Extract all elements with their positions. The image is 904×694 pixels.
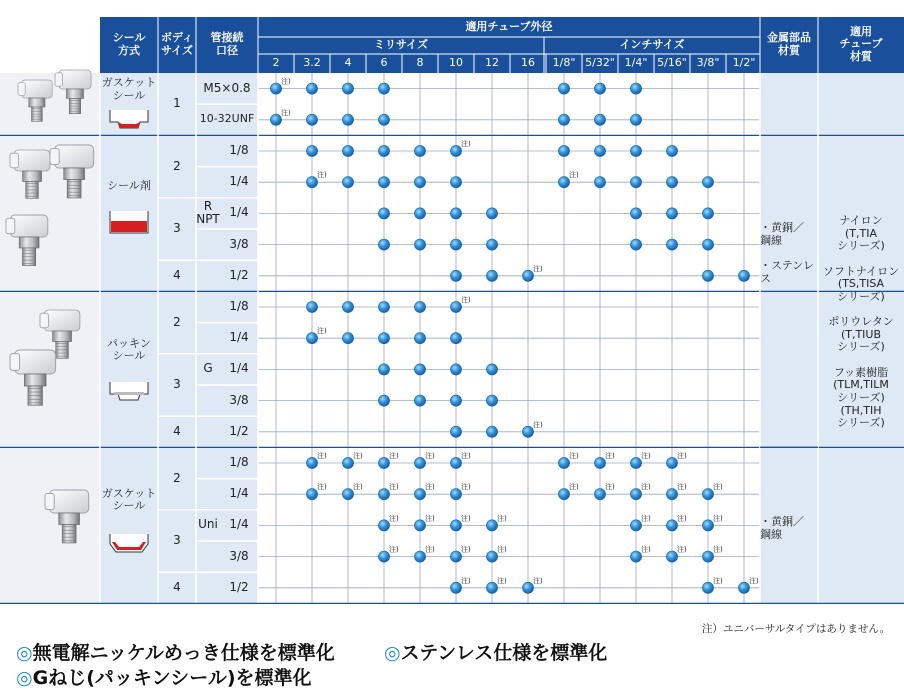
tube-size-label: 8 [416, 56, 424, 70]
port-size-label: 1/2 [229, 579, 249, 594]
bullet-mark: ◎ [16, 642, 33, 664]
availability-dot [702, 582, 713, 593]
note-mark: 注) [497, 576, 507, 585]
note-mark: 注) [713, 576, 723, 585]
availability-dot [342, 145, 353, 156]
availability-dot [306, 489, 317, 500]
body-size-label: 4 [173, 423, 181, 438]
fitting-body [59, 70, 91, 89]
availability-dot [558, 114, 569, 125]
availability-dot [594, 83, 605, 94]
availability-dot [378, 395, 389, 406]
seal-packing [114, 392, 144, 395]
availability-dot [594, 145, 605, 156]
note-mark: 注) [713, 514, 723, 523]
header-tube-od: 適用チューブ外径 [465, 19, 553, 33]
note-mark: 注) [605, 452, 615, 460]
note-mark: 注) [317, 327, 327, 336]
tube-size-label: 1/8" [552, 56, 576, 70]
body-size-label: 4 [173, 267, 181, 282]
tube-size-label: 16 [521, 56, 535, 70]
bullet-electroless-nickel [16, 638, 335, 665]
bullet-mark: ◎ [16, 667, 33, 689]
availability-dot [342, 83, 353, 94]
tube-size-label: 1/4" [624, 56, 648, 70]
availability-dot [414, 333, 425, 344]
body-size-label: 2 [173, 314, 181, 329]
port-size-label: 3/8 [229, 548, 249, 563]
availability-dot [486, 395, 497, 406]
port-size-label: 1/8 [229, 143, 249, 158]
note-mark: 注) [389, 483, 399, 492]
note-mark: 注) [569, 171, 579, 180]
port-size-label: 1/8 [229, 299, 249, 314]
note-mark: 注) [569, 452, 579, 460]
availability-dot [450, 177, 461, 188]
availability-dot [450, 489, 461, 500]
fitting-port [45, 493, 54, 509]
availability-dot [414, 301, 425, 312]
availability-dot [702, 270, 713, 281]
availability-dot [306, 457, 317, 468]
availability-dot [306, 114, 317, 125]
availability-dot [342, 114, 353, 125]
availability-dot [702, 489, 713, 500]
availability-dot [378, 239, 389, 250]
port-size-label: 3/8 [229, 236, 249, 251]
availability-dot [414, 489, 425, 500]
port-size-label: 1/2 [229, 267, 249, 282]
tube-size-label: 6 [380, 56, 388, 70]
availability-dot [630, 177, 641, 188]
availability-dot [630, 83, 641, 94]
note-mark: 注) [677, 514, 687, 523]
availability-dot [450, 551, 461, 562]
thread-type-label: R NPT [196, 198, 220, 227]
availability-dot [450, 301, 461, 312]
note-mark: 注) [497, 545, 507, 554]
availability-dot [378, 114, 389, 125]
fitting-nut [66, 89, 83, 99]
availability-dot [486, 582, 497, 593]
availability-dot [738, 582, 749, 593]
availability-dot [630, 114, 641, 125]
note-mark: 注) [281, 108, 291, 117]
availability-dot [378, 208, 389, 219]
availability-dot [558, 489, 569, 500]
note-mark: 注) [677, 452, 687, 460]
fitting-port [18, 83, 25, 96]
availability-dot [558, 177, 569, 188]
fitting-body [50, 490, 89, 513]
port-size-label: 1/8 [229, 455, 249, 470]
availability-dot [522, 426, 533, 437]
availability-dot [306, 333, 317, 344]
metal-material-lower: ・黄銅／ 鋼線 [760, 515, 804, 541]
availability-dot [450, 239, 461, 250]
availability-dot [342, 333, 353, 344]
fitting-nut [64, 168, 85, 180]
note-mark: 注) [749, 576, 759, 585]
availability-dot [630, 551, 641, 562]
thread-type-label: Uni [198, 517, 218, 532]
availability-dot [522, 582, 533, 593]
fitting-port [10, 153, 18, 168]
body-size-label: 3 [173, 377, 181, 392]
availability-dot [378, 83, 389, 94]
availability-dot [558, 457, 569, 468]
tube-size-label: 3/8" [696, 56, 720, 70]
availability-dot [558, 83, 569, 94]
availability-dot [306, 83, 317, 94]
tube-size-label: 2 [272, 56, 280, 70]
availability-dot [450, 395, 461, 406]
tube-size-label: 1/2" [732, 56, 756, 70]
availability-dot [450, 364, 461, 375]
availability-dot [414, 208, 425, 219]
availability-dot [450, 582, 461, 593]
seal-type-label: パッキン シール [107, 336, 151, 363]
bullet-text: Gねじ(パッキンシール)を標準化 [32, 667, 312, 689]
availability-dot [522, 270, 533, 281]
availability-dot [666, 457, 677, 468]
availability-dot [414, 364, 425, 375]
availability-dot [414, 395, 425, 406]
availability-dot [342, 489, 353, 500]
availability-dot [378, 177, 389, 188]
availability-dot [594, 457, 605, 468]
note-mark: 注) [497, 514, 507, 523]
availability-dot [342, 301, 353, 312]
fitting-body [44, 310, 80, 331]
fitting-body [14, 150, 50, 171]
metal-material-upper: ・黄銅／ 鋼線 ・ステンレス [760, 221, 814, 285]
availability-dot [306, 301, 317, 312]
availability-dot [378, 145, 389, 156]
note-mark: 注) [533, 264, 543, 273]
header-seal-type: シール 方式 [112, 30, 146, 57]
body-size-label: 2 [173, 470, 181, 485]
note-mark: 注) [641, 452, 651, 460]
note-mark: 注) [425, 545, 435, 554]
tube-size-label: 4 [344, 56, 352, 70]
availability-dot [594, 177, 605, 188]
fitting-nut [53, 331, 72, 342]
port-size-label: M5×0.8 [203, 80, 251, 95]
availability-dot [702, 239, 713, 250]
availability-dot [630, 208, 641, 219]
availability-dot [342, 457, 353, 468]
seal-type-label: ガスケット シール [101, 486, 157, 513]
note-mark: 注) [353, 483, 363, 492]
availability-dot [486, 426, 497, 437]
tube-size-label: 10 [449, 56, 463, 70]
note-mark: 注) [389, 545, 399, 554]
note-mark: 注) [353, 452, 363, 460]
availability-dot [450, 270, 461, 281]
header-inch: インチサイズ [619, 38, 685, 52]
availability-dot [702, 520, 713, 531]
note-mark: 注) [533, 420, 543, 429]
availability-dot [486, 520, 497, 531]
port-size-label: 1/4 [229, 517, 249, 532]
body-size-label: 1 [173, 96, 181, 111]
port-size-label: 1/4 [229, 330, 249, 345]
header-metal-material: 金属部品 材質 [767, 30, 811, 57]
availability-dot [450, 208, 461, 219]
availability-dot [666, 520, 677, 531]
seal-compound [111, 221, 147, 232]
fitting-port [40, 313, 48, 328]
availability-dot [378, 520, 389, 531]
availability-dot [666, 489, 677, 500]
header-port-size: 管接続 口径 [210, 30, 244, 57]
availability-dot [450, 426, 461, 437]
fitting-body [15, 350, 56, 374]
fitting-body [22, 80, 53, 98]
note-mark: 注) [605, 483, 615, 492]
tube-material-list: ナイロン (T,TIA シリーズ) ソフトナイロン (TS,TISA シリーズ) ポリウレタン (T,TIUB シリーズ) フッ素樹脂 (TLM,TILM シリーズ) (TH,TIH シリーズ) [822, 214, 900, 430]
bullet-g-thread [16, 663, 312, 690]
bullet-text: 無電解ニッケルめっき仕様を標準化 [32, 642, 335, 664]
availability-dot [378, 489, 389, 500]
availability-dot [630, 489, 641, 500]
port-size-label: 3/8 [229, 392, 249, 407]
port-size-label: 1/4 [229, 205, 249, 220]
note-mark: 注) [317, 171, 327, 180]
note-mark: 注) [677, 545, 687, 554]
availability-dot [666, 208, 677, 219]
availability-dot [486, 239, 497, 250]
availability-dot [414, 551, 425, 562]
seal-icon-gasket-2 [110, 534, 148, 552]
note-mark: 注) [461, 452, 471, 460]
availability-dot [486, 208, 497, 219]
port-size-label: 1/4 [229, 486, 249, 501]
availability-dot [414, 520, 425, 531]
note-mark: 注) [461, 483, 471, 492]
availability-dot [414, 145, 425, 156]
note-mark: 注) [533, 576, 543, 585]
tube-size-label: 12 [485, 56, 499, 70]
availability-dot [270, 83, 281, 94]
fitting-nut [19, 237, 39, 248]
note-mark: 注) [641, 514, 651, 523]
note-mark: 注) [281, 77, 291, 86]
availability-dot [378, 364, 389, 375]
note-mark: 注) [569, 483, 579, 492]
availability-dot [630, 457, 641, 468]
note-mark: 注) [641, 545, 651, 554]
fitting-port [55, 73, 63, 86]
header-tube-material: 適用 チューブ 材質 [839, 24, 883, 63]
availability-dot [666, 239, 677, 250]
bullet-stainless [384, 638, 607, 665]
header-metric: ミリサイズ [374, 38, 428, 52]
availability-dot [378, 551, 389, 562]
note-mark: 注) [713, 483, 723, 492]
availability-dot [270, 114, 281, 125]
availability-dot [558, 145, 569, 156]
fitting-nut [59, 513, 80, 525]
footnote: 注）ユニバーサルタイプはありません。 [701, 623, 890, 635]
seal-type-label: シール剤 [107, 179, 151, 193]
bullet-text: ステンレス仕様を標準化 [400, 642, 608, 664]
note-mark: 注) [425, 452, 435, 460]
header-body-size: ボディ サイズ [160, 30, 194, 57]
fitting-port [10, 354, 20, 371]
note-mark: 注) [389, 452, 399, 460]
thread-type-label: G [203, 361, 213, 376]
fitting-body [55, 145, 94, 168]
note-mark: 注) [713, 545, 723, 554]
availability-dot [378, 457, 389, 468]
body-size-label: 3 [173, 533, 181, 548]
note-mark: 注) [425, 514, 435, 523]
fitting-body [10, 215, 47, 237]
note-mark: 注) [425, 483, 435, 492]
note-mark: 注) [389, 514, 399, 523]
note-mark: 注) [317, 452, 327, 460]
availability-dot [486, 364, 497, 375]
body-size-label: 2 [173, 158, 181, 173]
availability-dot [594, 114, 605, 125]
fitting-port [6, 218, 15, 233]
availability-dot [702, 177, 713, 188]
availability-dot [342, 177, 353, 188]
availability-dot [666, 177, 677, 188]
availability-dot [306, 145, 317, 156]
fitting-port [50, 148, 59, 164]
seal-icon-compound [110, 211, 148, 233]
note-mark: 注) [677, 483, 687, 492]
availability-dot [666, 551, 677, 562]
availability-dot [414, 177, 425, 188]
port-size-label: 10-32UNF [199, 112, 255, 126]
availability-dot [486, 270, 497, 281]
fitting-nut [29, 98, 45, 107]
note-mark: 注) [317, 483, 327, 492]
availability-dot [306, 177, 317, 188]
body-size-label: 3 [173, 221, 181, 236]
port-size-label: 1/2 [229, 423, 249, 438]
availability-dot [450, 333, 461, 344]
note-mark: 注) [461, 545, 471, 554]
availability-dot [414, 239, 425, 250]
availability-dot [594, 489, 605, 500]
note-mark: 注) [461, 140, 471, 148]
tube-size-label: 3.2 [303, 56, 321, 70]
port-size-label: 1/4 [229, 174, 249, 189]
availability-dot [630, 145, 641, 156]
bullet-mark: ◎ [384, 642, 401, 664]
body-size-label: 4 [173, 579, 181, 594]
availability-dot [378, 301, 389, 312]
availability-dot [450, 145, 461, 156]
availability-dot [450, 520, 461, 531]
availability-dot [414, 457, 425, 468]
note-mark: 注) [461, 576, 471, 585]
port-size-label: 1/4 [229, 361, 249, 376]
note-mark: 注) [641, 483, 651, 492]
availability-dot [450, 457, 461, 468]
seal-type-label: ガスケット シール [101, 76, 157, 102]
tube-size-label: 5/16" [657, 56, 687, 70]
fitting-nut [23, 171, 42, 182]
note-mark: 注) [461, 296, 471, 304]
availability-dot [666, 145, 677, 156]
tube-size-label: 5/32" [585, 56, 615, 70]
availability-dot [486, 551, 497, 562]
fitting-nut [24, 374, 46, 386]
availability-dot [702, 551, 713, 562]
availability-dot [738, 270, 749, 281]
availability-dot [378, 333, 389, 344]
note-mark: 注) [461, 514, 471, 523]
availability-dot [630, 520, 641, 531]
availability-dot [630, 239, 641, 250]
availability-dot [702, 208, 713, 219]
